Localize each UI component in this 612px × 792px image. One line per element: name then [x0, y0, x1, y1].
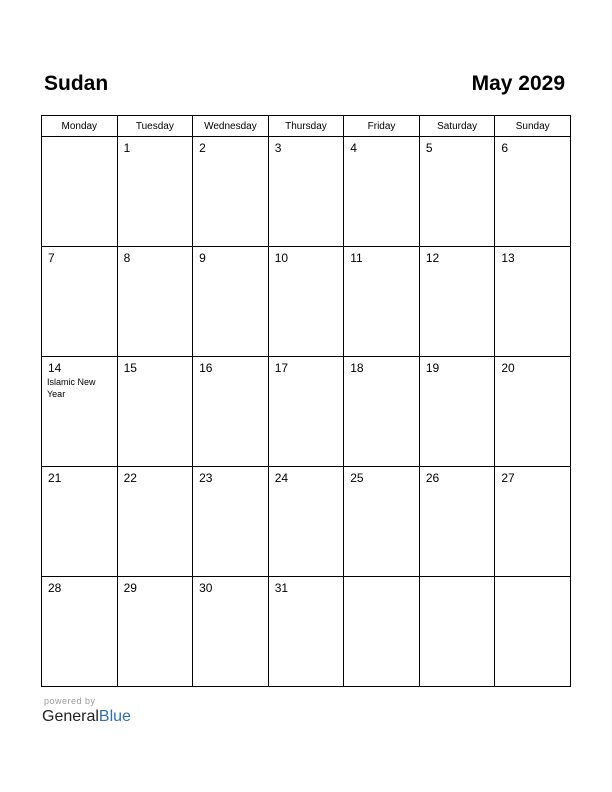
day-number: 4 — [350, 141, 357, 155]
day-cell — [117, 467, 193, 577]
day-number: 14 — [48, 361, 62, 375]
holiday-label: Islamic New Year — [47, 377, 96, 399]
day-number: 12 — [425, 251, 440, 265]
week-row — [42, 467, 571, 577]
weekday-header: Thursday — [268, 116, 344, 137]
week-row — [42, 577, 571, 687]
day-cell — [344, 577, 420, 687]
day-cell — [419, 467, 495, 577]
day-number: 17 — [274, 361, 289, 375]
day-cell — [268, 357, 344, 467]
day-cell — [117, 357, 193, 467]
week-row — [42, 137, 571, 247]
day-number: 29 — [123, 581, 137, 595]
day-number: 23 — [199, 471, 213, 485]
brand-logo — [42, 696, 131, 727]
day-number: 30 — [199, 581, 213, 595]
day-cell — [419, 577, 495, 687]
day-cell — [193, 357, 269, 467]
day-cell — [193, 577, 269, 687]
day-cell — [419, 357, 495, 467]
day-number — [495, 577, 570, 581]
day-number: 18 — [350, 361, 364, 375]
day-number: 3 — [274, 141, 282, 155]
day-cell — [268, 137, 344, 247]
day-number: 27 — [501, 471, 515, 485]
day-number: 26 — [425, 471, 440, 485]
day-cell — [193, 467, 269, 577]
day-number: 21 — [48, 471, 62, 485]
day-cell — [344, 467, 420, 577]
day-cell — [42, 357, 118, 467]
day-number: 20 — [501, 361, 515, 375]
day-number: 22 — [123, 471, 137, 485]
day-cell — [344, 137, 420, 247]
brand-name — [42, 707, 131, 727]
weekday-header: Friday — [344, 116, 420, 137]
weekday-header: Sunday — [495, 116, 571, 137]
day-cell — [193, 247, 269, 357]
calendar-grid — [41, 115, 571, 687]
day-number: 9 — [199, 251, 206, 265]
day-number: 7 — [48, 251, 55, 265]
day-cell — [268, 467, 344, 577]
weekday-header-row — [42, 116, 571, 137]
day-cell — [419, 137, 495, 247]
day-cell — [495, 357, 571, 467]
day-number: 25 — [350, 471, 364, 485]
day-number: 2 — [199, 141, 206, 155]
day-cell — [42, 577, 118, 687]
week-row — [42, 357, 571, 467]
day-number — [42, 137, 117, 141]
month-title: May 2029 — [471, 72, 565, 95]
day-cell — [268, 247, 344, 357]
weekday-header: Wednesday — [193, 116, 269, 137]
day-cell — [42, 137, 118, 247]
weekday-header: Tuesday — [117, 116, 193, 137]
day-number — [420, 577, 495, 581]
brand-name-general: General — [42, 708, 99, 725]
day-number: 31 — [274, 581, 289, 595]
day-number: 1 — [123, 141, 131, 155]
day-number: 11 — [350, 251, 363, 265]
day-cell — [344, 247, 420, 357]
day-cell — [268, 577, 344, 687]
powered-by-label: powered by — [44, 696, 96, 706]
day-number: 28 — [48, 581, 62, 595]
weekday-header: Monday — [42, 116, 118, 137]
day-number: 8 — [123, 251, 131, 265]
day-number: 10 — [274, 251, 289, 265]
day-number: 15 — [123, 361, 137, 375]
day-cell — [495, 247, 571, 357]
day-cell — [193, 137, 269, 247]
day-cell — [117, 247, 193, 357]
weekday-header: Saturday — [419, 116, 495, 137]
day-cell — [42, 247, 118, 357]
day-number: 6 — [501, 141, 509, 155]
day-cell — [117, 137, 193, 247]
day-cell — [42, 467, 118, 577]
day-cell — [117, 577, 193, 687]
day-number: 16 — [199, 361, 213, 375]
day-number — [344, 577, 419, 581]
day-number: 24 — [274, 471, 289, 485]
day-cell — [419, 247, 495, 357]
country-title: Sudan — [44, 72, 109, 95]
day-cell — [495, 137, 571, 247]
day-cell — [344, 357, 420, 467]
day-cell — [495, 467, 571, 577]
day-number: 13 — [501, 251, 515, 265]
day-number: 5 — [425, 141, 433, 155]
week-row — [42, 247, 571, 357]
day-number: 19 — [425, 361, 440, 375]
brand-name-blue: Blue — [98, 708, 131, 725]
day-cell — [495, 577, 571, 687]
